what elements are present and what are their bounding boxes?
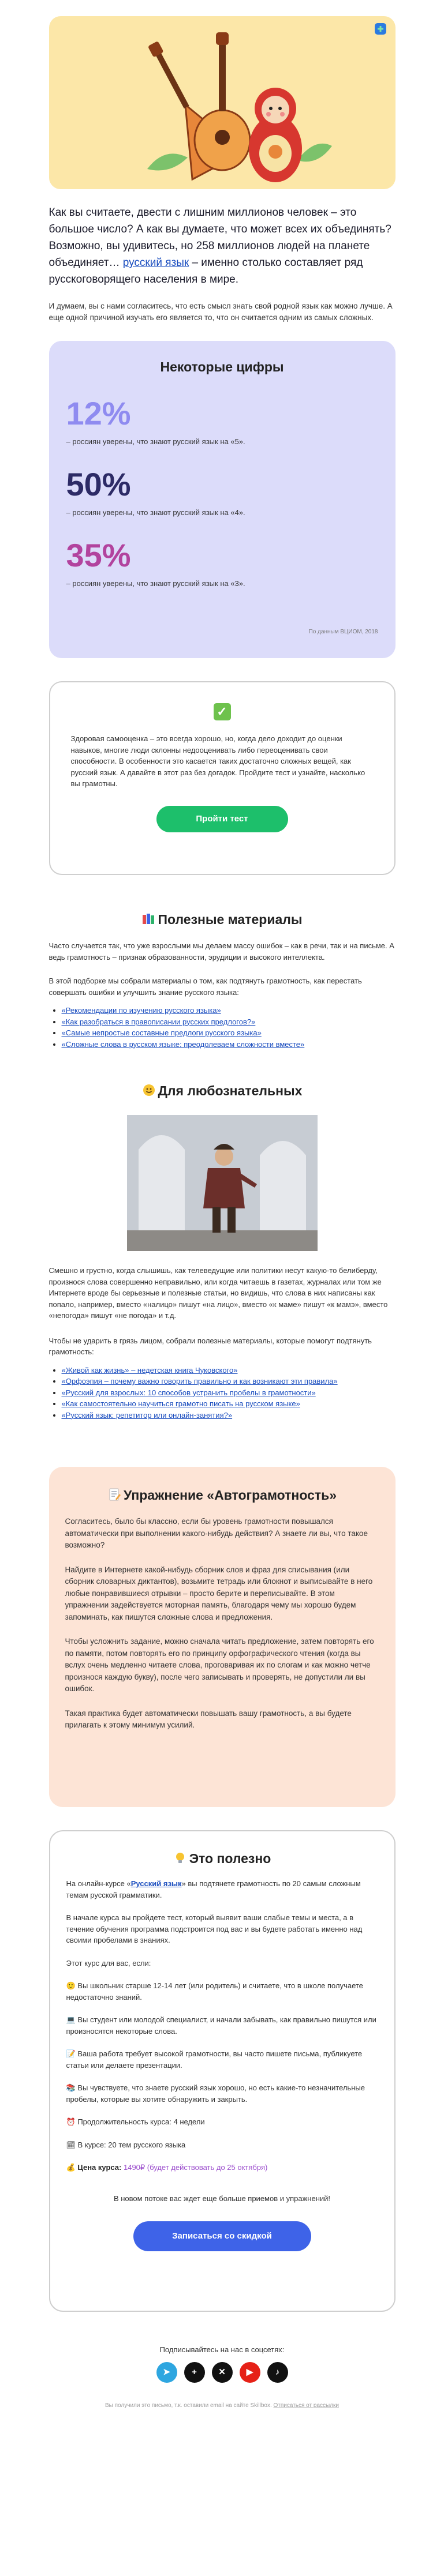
curious-paragraph: Смешно и грустно, когда слышишь, как телеведущие или политики несут какую-то белиберду, произнося слова совершенно неправильно, или когда читаешь в газетах, журналах или том же Интернете вроде бы серьезные и полезные статьи, но видишь, что слова в них написаны как попало, например, вместо «налицо» пишут «на лицо», вместо «к маме» пишут «к мамэ», вместо «непогода» пишут «не погода» и т.д. [48, 1266, 388, 1320]
list-item [62, 1387, 396, 1399]
russian-language-link[interactable]: русский язык [122, 257, 189, 269]
memo-icon: 📝 [66, 2049, 78, 2058]
intro-lead-text-end: – именно столько составляет ряд русскоговорящего населения в мире. [48, 257, 363, 286]
exercise-paragraph: Найдите в Интернете какой-нибудь сборник слов и фраз для списывания (или сборник словарных диктантов), возьмите тетрадь или блокнот и выписывайте в него любые понравившиеся отрывки – просто берите и переписывайте. В этом упражнении задействуется моторная память, благодаря чему мы хорошо будем запоминать, как пишутся сложные слова и предложения. [65, 1565, 373, 1621]
course-intro [66, 1878, 378, 1901]
test-description: Здоровая самооценка – это всегда хорошо, но, когда дело доходит до оценки навыков, многие люди склонны недооценивать либо переоценивать свои способности. В особенности это касается таких достаточно сложных вещей, как русский язык. А давайте в этот раз без догадок. Пройдите тест и узнайте, насколько вы грамотны. [70, 734, 365, 788]
book-icon: 📚 [66, 2083, 78, 2092]
smiling-face-icon [142, 1083, 156, 1097]
course-description: В начале курса вы пройдете тест, который выявит ваши слабые темы и места, а в течение обучения программа подстроится под вас и вы будете работать именно над своими пробелами в знаниях. [66, 1913, 363, 1944]
course-point-text: Вы школьник старше 12-14 лет (или родитель) и считаете, что в школе получаете недостаточно знаний. [66, 1981, 363, 2002]
smile-icon: 🙂 [66, 1981, 78, 1990]
material-link[interactable]: «Самые непростые составные предлоги русского языка» [61, 1028, 262, 1037]
exercise-heading [65, 1488, 379, 1503]
curious-paragraph-2: Чтобы не ударить в грязь лицом, собрали полезные материалы, которые помогут подтянуть грамотность: [48, 1336, 372, 1356]
exercise-paragraph: Чтобы усложнить задание, можно сначала читать предложение, затем повторять его по памяти, потом повторять его по принципу орфографического чтения (когда вы вслух очень медленно читаете слова, проговаривая их по слогам и как можно четче произнося каждую букву), после чего записывать и проверять, не допустили ли вы ошибок. [65, 1637, 374, 1693]
list-item [62, 1410, 396, 1421]
material-link[interactable]: «Сложные слова в русском языке: преодолеваем сложности вместе» [61, 1039, 305, 1049]
exercise-card [49, 1467, 396, 1807]
memo-icon [107, 1488, 121, 1501]
x-icon[interactable]: ✕ [212, 2362, 233, 2383]
course-point [66, 2082, 378, 2105]
telegram-icon[interactable]: ➤ [156, 2362, 177, 2383]
course-heading [66, 1851, 378, 1867]
curious-link[interactable]: «Русский язык: репетитор или онлайн-занятия?» [61, 1410, 233, 1420]
stats-title: Некоторые цифры [160, 359, 284, 374]
curious-link-list [49, 1365, 396, 1421]
course-duration-text: Продолжительность курса: 4 недели [77, 2117, 205, 2126]
curious-title: Для любознательных [158, 1083, 303, 1098]
material-link[interactable]: «Рекомендации по изучению русского языка» [61, 1006, 221, 1015]
laptop-icon: 💻 [66, 2015, 78, 2024]
course-intro-text: На онлайн-курсе « [66, 1879, 131, 1888]
test-card [49, 681, 396, 875]
course-point-text: Вы студент или молодой специалист, и начали забывать, как правильно пишутся или произносятся некоторые слова. [66, 2015, 376, 2036]
intro-lead-paragraph [49, 204, 396, 288]
stats-source: По данным ВЦИОМ, 2018 [308, 629, 378, 635]
list-item [62, 1005, 396, 1016]
list-item [62, 1016, 396, 1028]
course-point [66, 2014, 378, 2037]
course-duration [66, 2116, 378, 2128]
stat-value: 35% [66, 537, 131, 573]
curious-heading [49, 1083, 396, 1099]
list-item [62, 1039, 396, 1050]
course-point [66, 1980, 378, 2003]
course-topics [66, 2139, 378, 2151]
materials-subintro: В этой подборке мы собрали материалы о том, как подтянуть грамотность, как перестать совершать ошибки и улучшить знание русского языка: [48, 977, 362, 997]
youtube-icon[interactable]: ▶ [240, 2362, 260, 2383]
course-point-text: Ваша работа требует высокой грамотности, вы часто пишете письма, публикуете статьи или делаете презентации. [66, 2049, 363, 2070]
stats-card [49, 341, 396, 658]
curious-link[interactable]: «Орфоэпия – почему важно говорить правильно и как возникают эти правила» [61, 1377, 338, 1385]
course-topics-text: В курсе: 20 тем русского языка [77, 2140, 186, 2149]
hero-illustration [49, 16, 396, 189]
materials-section [49, 912, 396, 1050]
stat-label: – россиян уверены, что знают русский язык на «5». [66, 437, 245, 446]
price-label: Цена курса: [77, 2163, 122, 2172]
footer-text: Вы получили это письмо, т.к. оставили email на сайте Skillbox. [105, 2402, 274, 2409]
course-title: Это полезно [189, 1851, 271, 1866]
footer [49, 2402, 396, 2409]
social-links [49, 2362, 396, 2383]
intro-note: И думаем, вы с нами согласитесь, что есть смысл знать свой родной язык как можно лучше. А еще одной причиной изучать его является то, что он считается одним из самых сложных. [48, 302, 393, 322]
take-test-button[interactable]: Пройти тест [156, 806, 288, 832]
price-value: 1490₽ (будет действовать до 25 октября) [123, 2163, 268, 2172]
stat-item [66, 538, 378, 588]
list-item [62, 1365, 396, 1376]
stat-label: – россиян уверены, что знают русский язык на «3». [66, 579, 245, 588]
balalaika-matryoshka-illustration [49, 16, 396, 189]
stat-item [66, 396, 378, 446]
social-label: Подписывайтесь на нас в соцсетях: [159, 2345, 285, 2354]
curious-link[interactable]: «Как самостоятельно научиться грамотно писать на русском языке» [61, 1399, 300, 1408]
stat-label: – россиян уверены, что знают русский язык на «4». [66, 508, 245, 517]
list-item [62, 1376, 396, 1387]
exercise-paragraph: Такая практика будет автоматически повышать вашу грамотность, а вы будете прилагать к этому минимум усилий. [65, 1708, 352, 1729]
check-icon: ✓ [214, 703, 231, 720]
list-item [62, 1398, 396, 1410]
curious-link[interactable]: «Русский для взрослых: 10 способов устранить пробелы в грамотности» [61, 1388, 316, 1397]
course-price [66, 2162, 378, 2173]
materials-heading [49, 912, 396, 927]
calendar-icon: 🗓 [66, 2140, 78, 2149]
course-point [66, 2048, 378, 2071]
materials-intro: Часто случается так, что уже взрослыми мы делаем массу ошибок – как в речи, так и на письме. А ведь грамотность – признак образованности, эрудиции и высокого интеллекта. [48, 941, 394, 962]
exercise-paragraph: Согласитесь, было бы классно, если бы уровень грамотности повышался автоматически при выполнении какого-нибудь действия? А знаете ли вы, что такое возможно? [65, 1517, 368, 1549]
brand-logo-icon [374, 22, 387, 36]
lightbulb-icon [173, 1851, 187, 1865]
money-bag-icon: 💰 [66, 2163, 78, 2172]
stat-item [66, 467, 378, 517]
course-intro-text-end: » вы подтянете грамотность по 20 самым сложным темам русской грамматики. [66, 1879, 361, 1899]
course-card [49, 1830, 396, 2312]
exercise-title: Упражнение «Автограмотность» [123, 1488, 337, 1503]
stat-value: 12% [66, 395, 131, 431]
curious-section [49, 1083, 396, 1421]
materials-title: Полезные материалы [158, 912, 303, 927]
stat-value: 50% [66, 466, 131, 502]
enroll-discount-button[interactable]: Записаться со скидкой [133, 2221, 311, 2251]
historical-costume-photo [127, 1115, 318, 1251]
list-item [62, 1027, 396, 1039]
vk-icon[interactable]: + [184, 2362, 205, 2383]
unsubscribe-link[interactable]: Отписаться от рассылки [273, 2402, 339, 2409]
materials-link-list [49, 1005, 396, 1050]
tiktok-icon[interactable]: ♪ [267, 2362, 288, 2383]
email-content [49, 0, 396, 2409]
course-closing: В новом потоке вас ждет еще больше приемов и упражнений! [113, 2194, 331, 2203]
clock-icon: ⏰ [66, 2117, 78, 2126]
material-link[interactable]: «Как разобраться в правописании русских предлогов?» [61, 1017, 256, 1026]
course-link[interactable]: Русский язык [130, 1879, 182, 1888]
intro-lead-text: Как вы считаете, двести с лишним миллионов человек – это большое число? А как вы думаете, что может всех их объединять? Возможно, вы удивитесь, но 258 миллионов людей на планете объединяет… [48, 206, 391, 269]
course-audience-intro: Этот курс для вас, если: [66, 1958, 151, 1967]
curious-link[interactable]: «Живой как жизнь» – недетская книга Чуковского» [61, 1365, 238, 1375]
course-point-text: Вы чувствуете, что знаете русский язык хорошо, но есть какие-то незначительные пробелы, которые вы хотите обнаружить и закрыть. [66, 2083, 365, 2104]
course-cta [66, 2204, 378, 2251]
books-icon [141, 912, 155, 926]
